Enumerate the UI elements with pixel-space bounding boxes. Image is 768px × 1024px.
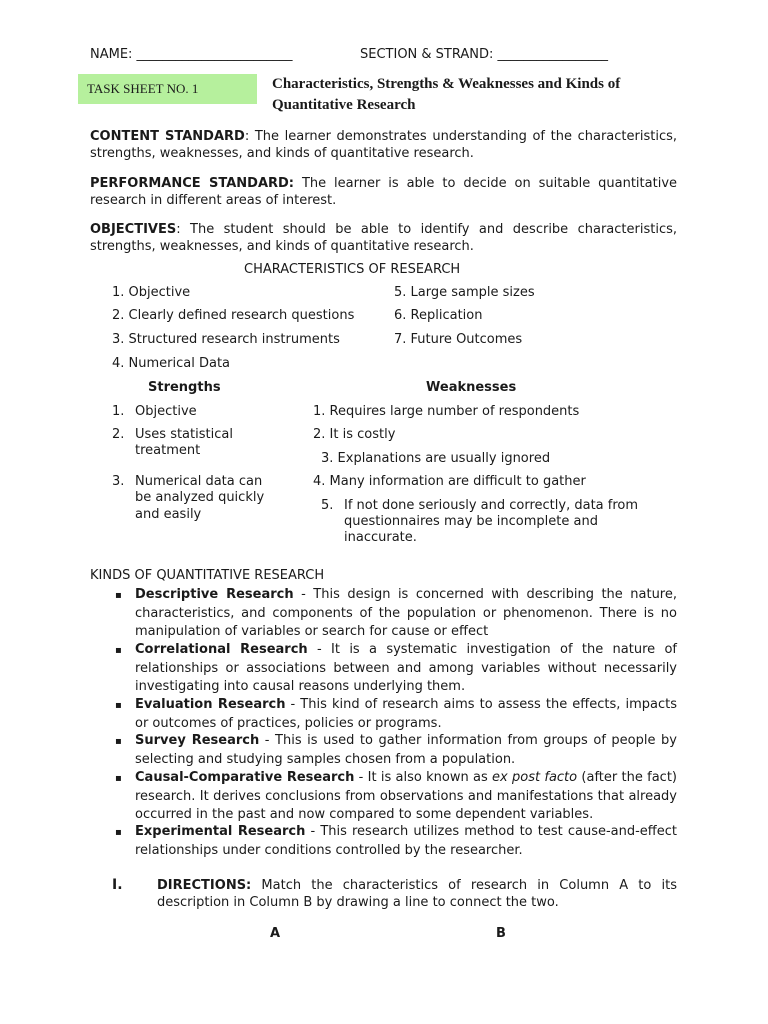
- weakness-5-text-2: questionnaires may be incomplete and: [344, 514, 598, 529]
- kind-causal-comparative-text-2: (after the fact) research. It derives conclusions from observations and manifestations that already occurred in the past and now compared to some dependent variables.: [135, 770, 678, 822]
- bullet-icon: ▪: [115, 773, 122, 784]
- kind-descriptive: [135, 586, 677, 642]
- strength-1-num: 1.: [112, 404, 125, 419]
- task-sheet-label: TASK SHEET NO. 1: [78, 74, 257, 104]
- directions-text: Match the characteristics of research in Column A to its description in Column B by drawing a line to connect the two.: [157, 878, 677, 910]
- kind-correlational-name: Correlational Research: [135, 642, 308, 657]
- directions-roman-numeral: I.: [112, 877, 123, 893]
- strength-3-text-2: be analyzed quickly: [135, 490, 265, 505]
- characteristic-7: 7. Future Outcomes: [394, 332, 523, 347]
- weakness-5-text-3: inaccurate.: [344, 530, 417, 545]
- kind-evaluation: [135, 696, 677, 733]
- bullet-icon: ▪: [115, 645, 122, 656]
- characteristics-heading: CHARACTERISTICS OF RESEARCH: [244, 262, 461, 277]
- column-b-heading: B: [496, 926, 506, 941]
- column-a-heading: A: [270, 926, 281, 941]
- strength-3-text-1: Numerical data can: [135, 474, 263, 489]
- kind-causal-comparative-italic: ex post facto: [492, 770, 578, 785]
- name-field: NAME: ________________________: [90, 47, 293, 62]
- characteristic-2: 2. Clearly defined research questions: [112, 308, 355, 323]
- strength-2-num: 2.: [112, 427, 125, 442]
- weakness-1: 1. Requires large number of respondents: [313, 404, 580, 419]
- title-line-1: Characteristics, Strengths & Weaknesses and Kinds of: [272, 76, 621, 92]
- kind-evaluation-name: Evaluation Research: [135, 697, 286, 712]
- characteristic-6: 6. Replication: [394, 308, 483, 323]
- title-line-2: Quantitative Research: [272, 97, 416, 113]
- weaknesses-heading: Weaknesses: [426, 380, 517, 395]
- weakness-2: 2. It is costly: [313, 427, 396, 442]
- kind-descriptive-text: - This design is concerned with describing the nature, characteristics, and components of the population or phenomenon. There is no manipulation of variables or search for cause or effect: [135, 587, 677, 639]
- kind-evaluation-text: - This kind of research aims to assess the effects, impacts or outcomes of practices, policies or programs.: [135, 697, 677, 731]
- performance-standard-text: The learner is able to decide on suitable quantitative research in different areas of interest.: [90, 176, 678, 208]
- kind-correlational-text: - It is a systematic investigation of the nature of relationships or associations between and among variables without necessarily investigating into causal reasons underlying them.: [135, 642, 677, 694]
- content-standard-label: CONTENT STANDARD: [90, 129, 245, 144]
- kind-survey: [135, 732, 677, 769]
- kind-experimental-name: Experimental Research: [135, 824, 306, 839]
- strength-2-text-1: Uses statistical: [135, 427, 233, 442]
- kind-correlational: [135, 641, 677, 697]
- kind-experimental: [135, 823, 677, 860]
- characteristic-5: 5. Large sample sizes: [394, 285, 535, 300]
- strength-3-num: 3.: [112, 474, 125, 489]
- weakness-4: 4. Many information are difficult to gather: [313, 474, 586, 489]
- bullet-icon: ▪: [115, 700, 122, 711]
- kind-causal-comparative-name: Causal-Comparative Research: [135, 770, 355, 785]
- kind-experimental-text: - This research utilizes method to test cause-and-effect relationships under conditions controlled by the researcher.: [135, 824, 678, 858]
- objectives: [90, 221, 677, 255]
- content-standard: [90, 128, 677, 162]
- weakness-5-num: 5.: [321, 498, 334, 513]
- weakness-3: 3. Explanations are usually ignored: [321, 451, 551, 466]
- kind-causal-comparative-text-1: - It is also known as: [354, 770, 493, 785]
- kind-survey-name: Survey Research: [135, 733, 260, 748]
- strength-3-text-3: and easily: [135, 507, 202, 522]
- strength-2-text-2: treatment: [135, 443, 201, 458]
- weakness-5-text-1: If not done seriously and correctly, data from: [344, 498, 639, 513]
- bullet-icon: ▪: [115, 827, 122, 838]
- strengths-heading: Strengths: [148, 380, 221, 395]
- kinds-heading: KINDS OF QUANTITATIVE RESEARCH: [90, 568, 325, 583]
- performance-standard: [90, 175, 677, 209]
- content-standard-text: : The learner demonstrates understanding of the characteristics, strengths, weaknesses, and kinds of quantitative research.: [90, 129, 677, 161]
- performance-standard-label: PERFORMANCE STANDARD:: [90, 176, 295, 191]
- kind-descriptive-name: Descriptive Research: [135, 587, 294, 602]
- characteristic-4: 4. Numerical Data: [112, 356, 231, 371]
- section-strand-field: SECTION & STRAND: _________________: [360, 47, 609, 62]
- characteristic-3: 3. Structured research instruments: [112, 332, 340, 347]
- strength-1-text: Objective: [135, 404, 197, 419]
- kind-survey-text: - This is used to gather information from groups of people by selecting and studying samples chosen from a population.: [135, 733, 677, 767]
- bullet-icon: ▪: [115, 736, 122, 747]
- characteristic-1: 1. Objective: [112, 285, 191, 300]
- directions-label: DIRECTIONS:: [157, 878, 252, 893]
- kind-causal-comparative: [135, 769, 677, 825]
- directions: [157, 877, 677, 911]
- objectives-text: : The student should be able to identify and describe characteristics, strengths, weaknesses, and kinds of quantitative research.: [90, 222, 677, 254]
- objectives-label: OBJECTIVES: [90, 222, 177, 237]
- bullet-icon: ▪: [115, 590, 122, 601]
